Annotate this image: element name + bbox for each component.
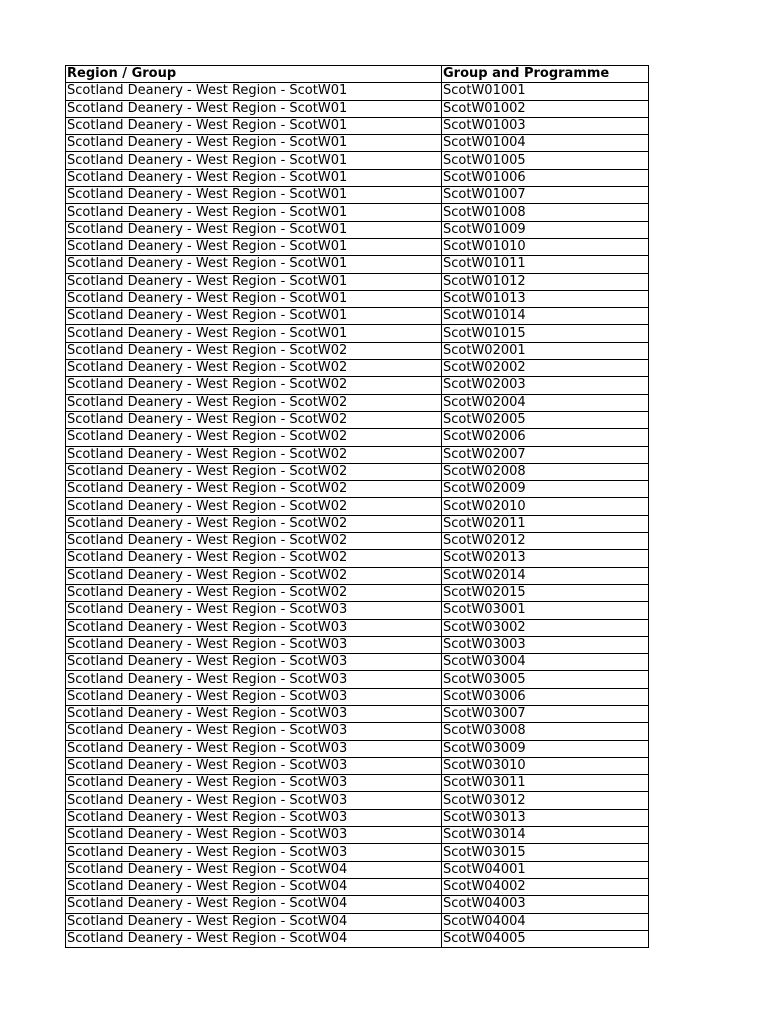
table-row bbox=[66, 533, 649, 550]
table-row bbox=[66, 757, 649, 774]
table-row bbox=[66, 394, 649, 411]
region-group-cell: Scotland Deanery - West Region - ScotW04 bbox=[66, 896, 442, 913]
group-programme-cell: ScotW03005 bbox=[442, 671, 649, 688]
table-row bbox=[66, 169, 649, 186]
table-row bbox=[66, 619, 649, 636]
group-programme-cell: ScotW02012 bbox=[442, 533, 649, 550]
table-row bbox=[66, 308, 649, 325]
region-group-cell: Scotland Deanery - West Region - ScotW03 bbox=[66, 723, 442, 740]
group-programme-cell: ScotW04005 bbox=[442, 930, 649, 947]
table-header-row bbox=[66, 66, 649, 83]
region-group-cell: Scotland Deanery - West Region - ScotW01 bbox=[66, 169, 442, 186]
group-programme-cell: ScotW02011 bbox=[442, 515, 649, 532]
table-row bbox=[66, 775, 649, 792]
table-row bbox=[66, 135, 649, 152]
region-group-cell: Scotland Deanery - West Region - ScotW01 bbox=[66, 187, 442, 204]
table-row bbox=[66, 463, 649, 480]
region-group-cell: Scotland Deanery - West Region - ScotW03 bbox=[66, 636, 442, 653]
table-row bbox=[66, 827, 649, 844]
group-programme-cell: ScotW01010 bbox=[442, 238, 649, 255]
group-programme-cell: ScotW02001 bbox=[442, 342, 649, 359]
group-programme-cell: ScotW03009 bbox=[442, 740, 649, 757]
region-group-cell: Scotland Deanery - West Region - ScotW01 bbox=[66, 204, 442, 221]
group-programme-cell: ScotW03008 bbox=[442, 723, 649, 740]
group-programme-cell: ScotW02013 bbox=[442, 550, 649, 567]
table-body bbox=[66, 83, 649, 948]
table-row bbox=[66, 740, 649, 757]
region-group-cell: Scotland Deanery - West Region - ScotW02 bbox=[66, 446, 442, 463]
table-row bbox=[66, 325, 649, 342]
table-row bbox=[66, 913, 649, 930]
region-group-cell: Scotland Deanery - West Region - ScotW03 bbox=[66, 809, 442, 826]
group-programme-cell: ScotW01012 bbox=[442, 273, 649, 290]
region-group-cell: Scotland Deanery - West Region - ScotW04 bbox=[66, 878, 442, 895]
table-row bbox=[66, 636, 649, 653]
table-row bbox=[66, 567, 649, 584]
group-programme-cell: ScotW03004 bbox=[442, 654, 649, 671]
table-row bbox=[66, 896, 649, 913]
region-group-cell: Scotland Deanery - West Region - ScotW02 bbox=[66, 411, 442, 428]
group-programme-cell: ScotW04003 bbox=[442, 896, 649, 913]
table-row bbox=[66, 411, 649, 428]
region-group-cell: Scotland Deanery - West Region - ScotW03 bbox=[66, 619, 442, 636]
table-row bbox=[66, 481, 649, 498]
group-programme-cell: ScotW02009 bbox=[442, 481, 649, 498]
region-group-cell: Scotland Deanery - West Region - ScotW01 bbox=[66, 100, 442, 117]
region-group-cell: Scotland Deanery - West Region - ScotW03 bbox=[66, 671, 442, 688]
table-row bbox=[66, 429, 649, 446]
table-row bbox=[66, 342, 649, 359]
table-row bbox=[66, 844, 649, 861]
region-group-cell: Scotland Deanery - West Region - ScotW03 bbox=[66, 757, 442, 774]
region-group-cell: Scotland Deanery - West Region - ScotW02 bbox=[66, 533, 442, 550]
group-programme-cell: ScotW02010 bbox=[442, 498, 649, 515]
table-row bbox=[66, 187, 649, 204]
table-row bbox=[66, 550, 649, 567]
table-row bbox=[66, 809, 649, 826]
table-row bbox=[66, 152, 649, 169]
region-group-cell: Scotland Deanery - West Region - ScotW01 bbox=[66, 238, 442, 255]
region-group-cell: Scotland Deanery - West Region - ScotW01 bbox=[66, 256, 442, 273]
region-group-cell: Scotland Deanery - West Region - ScotW02 bbox=[66, 498, 442, 515]
table-row bbox=[66, 792, 649, 809]
region-group-cell: Scotland Deanery - West Region - ScotW03 bbox=[66, 654, 442, 671]
table-row bbox=[66, 83, 649, 100]
region-group-cell: Scotland Deanery - West Region - ScotW04 bbox=[66, 861, 442, 878]
region-group-cell: Scotland Deanery - West Region - ScotW03 bbox=[66, 688, 442, 705]
group-programme-cell: ScotW01001 bbox=[442, 83, 649, 100]
group-programme-cell: ScotW02015 bbox=[442, 584, 649, 601]
group-programme-cell: ScotW02008 bbox=[442, 463, 649, 480]
column-header-group-programme: Group and Programme bbox=[442, 66, 649, 83]
region-group-cell: Scotland Deanery - West Region - ScotW03 bbox=[66, 602, 442, 619]
region-group-cell: Scotland Deanery - West Region - ScotW02 bbox=[66, 567, 442, 584]
table-row bbox=[66, 238, 649, 255]
table-row bbox=[66, 602, 649, 619]
group-programme-cell: ScotW01011 bbox=[442, 256, 649, 273]
group-programme-cell: ScotW03003 bbox=[442, 636, 649, 653]
group-programme-cell: ScotW01015 bbox=[442, 325, 649, 342]
region-group-cell: Scotland Deanery - West Region - ScotW02 bbox=[66, 584, 442, 601]
region-group-cell: Scotland Deanery - West Region - ScotW01 bbox=[66, 135, 442, 152]
table-row bbox=[66, 584, 649, 601]
table-row bbox=[66, 360, 649, 377]
table-row bbox=[66, 654, 649, 671]
table-row bbox=[66, 861, 649, 878]
region-group-cell: Scotland Deanery - West Region - ScotW01 bbox=[66, 325, 442, 342]
table-row bbox=[66, 221, 649, 238]
region-group-cell: Scotland Deanery - West Region - ScotW02 bbox=[66, 550, 442, 567]
group-programme-cell: ScotW02014 bbox=[442, 567, 649, 584]
table-row bbox=[66, 705, 649, 722]
region-group-cell: Scotland Deanery - West Region - ScotW03 bbox=[66, 740, 442, 757]
group-programme-cell: ScotW02003 bbox=[442, 377, 649, 394]
group-programme-cell: ScotW03006 bbox=[442, 688, 649, 705]
table-row bbox=[66, 204, 649, 221]
region-group-cell: Scotland Deanery - West Region - ScotW03 bbox=[66, 775, 442, 792]
programme-table bbox=[65, 65, 649, 948]
group-programme-cell: ScotW03015 bbox=[442, 844, 649, 861]
table-row bbox=[66, 515, 649, 532]
table-row bbox=[66, 930, 649, 947]
group-programme-cell: ScotW03007 bbox=[442, 705, 649, 722]
table-row bbox=[66, 446, 649, 463]
group-programme-cell: ScotW01005 bbox=[442, 152, 649, 169]
region-group-cell: Scotland Deanery - West Region - ScotW01 bbox=[66, 117, 442, 134]
group-programme-cell: ScotW02007 bbox=[442, 446, 649, 463]
group-programme-cell: ScotW03010 bbox=[442, 757, 649, 774]
table-row bbox=[66, 273, 649, 290]
group-programme-cell: ScotW03012 bbox=[442, 792, 649, 809]
group-programme-cell: ScotW01014 bbox=[442, 308, 649, 325]
group-programme-cell: ScotW03014 bbox=[442, 827, 649, 844]
group-programme-cell: ScotW01002 bbox=[442, 100, 649, 117]
region-group-cell: Scotland Deanery - West Region - ScotW03 bbox=[66, 844, 442, 861]
group-programme-cell: ScotW03013 bbox=[442, 809, 649, 826]
group-programme-cell: ScotW04001 bbox=[442, 861, 649, 878]
group-programme-cell: ScotW04002 bbox=[442, 878, 649, 895]
region-group-cell: Scotland Deanery - West Region - ScotW01 bbox=[66, 308, 442, 325]
region-group-cell: Scotland Deanery - West Region - ScotW01 bbox=[66, 273, 442, 290]
table-row bbox=[66, 498, 649, 515]
region-group-cell: Scotland Deanery - West Region - ScotW04 bbox=[66, 913, 442, 930]
table-row bbox=[66, 688, 649, 705]
region-group-cell: Scotland Deanery - West Region - ScotW01 bbox=[66, 83, 442, 100]
group-programme-cell: ScotW01013 bbox=[442, 290, 649, 307]
region-group-cell: Scotland Deanery - West Region - ScotW02 bbox=[66, 342, 442, 359]
group-programme-cell: ScotW03001 bbox=[442, 602, 649, 619]
region-group-cell: Scotland Deanery - West Region - ScotW03 bbox=[66, 827, 442, 844]
table-row bbox=[66, 878, 649, 895]
table-row bbox=[66, 290, 649, 307]
group-programme-cell: ScotW02005 bbox=[442, 411, 649, 428]
table-row bbox=[66, 100, 649, 117]
region-group-cell: Scotland Deanery - West Region - ScotW02 bbox=[66, 463, 442, 480]
group-programme-cell: ScotW01006 bbox=[442, 169, 649, 186]
region-group-cell: Scotland Deanery - West Region - ScotW02 bbox=[66, 394, 442, 411]
table-row bbox=[66, 256, 649, 273]
region-group-cell: Scotland Deanery - West Region - ScotW02 bbox=[66, 429, 442, 446]
group-programme-cell: ScotW02006 bbox=[442, 429, 649, 446]
region-group-cell: Scotland Deanery - West Region - ScotW02 bbox=[66, 360, 442, 377]
region-group-cell: Scotland Deanery - West Region - ScotW01 bbox=[66, 290, 442, 307]
group-programme-cell: ScotW02004 bbox=[442, 394, 649, 411]
region-group-cell: Scotland Deanery - West Region - ScotW02 bbox=[66, 515, 442, 532]
table-row bbox=[66, 671, 649, 688]
table-row bbox=[66, 723, 649, 740]
region-group-cell: Scotland Deanery - West Region - ScotW04 bbox=[66, 930, 442, 947]
region-group-cell: Scotland Deanery - West Region - ScotW03 bbox=[66, 792, 442, 809]
table-row bbox=[66, 117, 649, 134]
group-programme-cell: ScotW01003 bbox=[442, 117, 649, 134]
region-group-cell: Scotland Deanery - West Region - ScotW02 bbox=[66, 377, 442, 394]
group-programme-cell: ScotW04004 bbox=[442, 913, 649, 930]
group-programme-cell: ScotW01008 bbox=[442, 204, 649, 221]
group-programme-cell: ScotW02002 bbox=[442, 360, 649, 377]
group-programme-cell: ScotW01007 bbox=[442, 187, 649, 204]
group-programme-cell: ScotW03002 bbox=[442, 619, 649, 636]
group-programme-cell: ScotW01009 bbox=[442, 221, 649, 238]
region-group-cell: Scotland Deanery - West Region - ScotW01 bbox=[66, 221, 442, 238]
region-group-cell: Scotland Deanery - West Region - ScotW01 bbox=[66, 152, 442, 169]
group-programme-cell: ScotW03011 bbox=[442, 775, 649, 792]
region-group-cell: Scotland Deanery - West Region - ScotW03 bbox=[66, 705, 442, 722]
table-row bbox=[66, 377, 649, 394]
group-programme-cell: ScotW01004 bbox=[442, 135, 649, 152]
column-header-region-group: Region / Group bbox=[66, 66, 442, 83]
region-group-cell: Scotland Deanery - West Region - ScotW02 bbox=[66, 481, 442, 498]
